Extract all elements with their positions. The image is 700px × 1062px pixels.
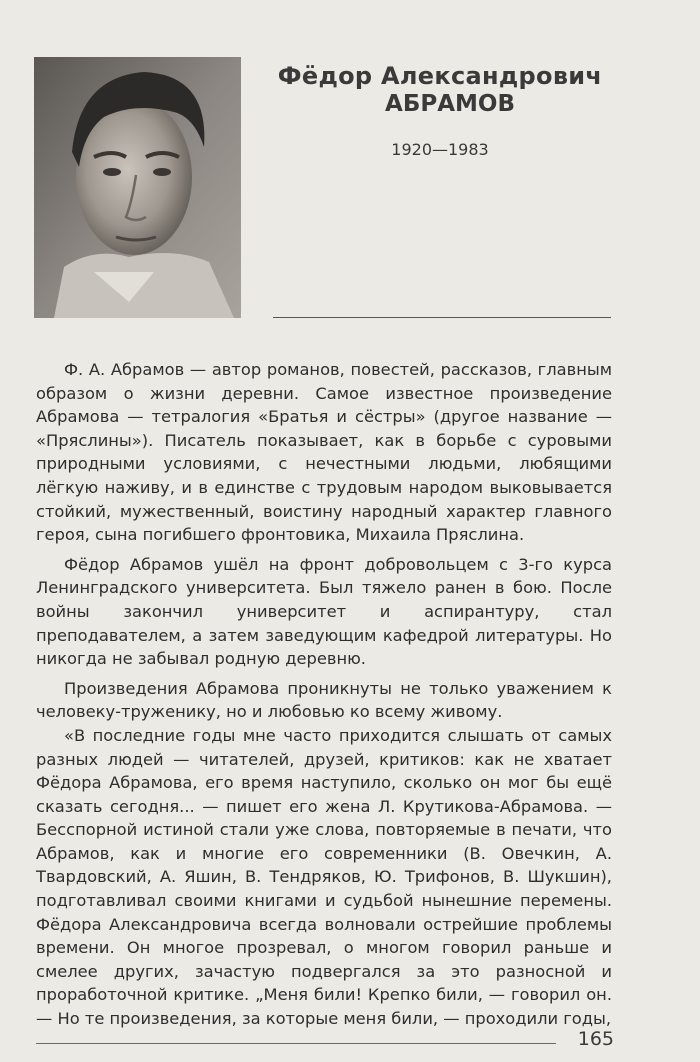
footer-divider	[36, 1043, 556, 1044]
paragraph-1: Ф. А. Абрамов — автор романов, повестей, рассказов, главным образом о жизни деревни. Самое известное произведение Абрамова — тетралогия «Братья и сёстры» (другое название — «Пряслины»). Писатель показывает, как в борьбе с суровыми природными условиями, с нечестными людьми, любящими лёгкую наживу, и в единстве с трудовым народом выковывается стойкий, мужественный, воистину народный характер главного героя, сына погибшего фронтовика, Михаила Пряслина.	[36, 360, 612, 545]
page-number: 165	[577, 1028, 614, 1050]
paragraph-2: Фёдор Абрамов ушёл на фронт добровольцем с 3-го курса Ленинградского университета. Был тяжело ранен в бою. После войны закончил университет и аспирантуру, стал преподавателем, а затем заведующим кафедрой литературы. Но никогда не забывал родную деревню.	[36, 554, 612, 669]
author-name-last: АБРАМОВ	[385, 91, 515, 117]
paragraph-4: «В последние годы мне часто приходится слышать от самых разных людей — читателей, друзей, критиков: как не хватает Фёдора Абрамова, его время наступило, сколько он мог бы ещё сказать сегодня... — пишет его жена Л. Крутикова-Абрамова. — Бесспорной истиной стали уже слова, повторяемые в печати, что Абрамов, как и многие его современники (В. Овечкин, А. Твардовский, А. Яшин, В. Тендряков, Ю. Трифонов, В. Шукшин), подготавливал своими книгами и судьбой нынешние перемены. Фёдора Александровича всегда волновали острейшие проблемы времени. Он многое прозревал, о многом говорил раньше и смелее других, зачастую подвергался за это разносной и проработочной критике. „Меня били! Крепко били, — говорил он. — Но те произведения, за которые меня били, — проходили годы,	[36, 725, 612, 1029]
author-title-block	[270, 62, 610, 159]
author-life-years: 1920—1983	[391, 140, 489, 159]
portrait-photo	[34, 57, 241, 318]
author-portrait	[34, 57, 241, 318]
title-divider	[273, 317, 611, 318]
author-name-first: Фёдор Александрович	[277, 62, 603, 90]
biography-text	[36, 358, 612, 1031]
paragraph-3: Произведения Абрамова проникнуты не только уважением к человеку-труженику, но и любовью ко всему живому.	[36, 678, 612, 722]
